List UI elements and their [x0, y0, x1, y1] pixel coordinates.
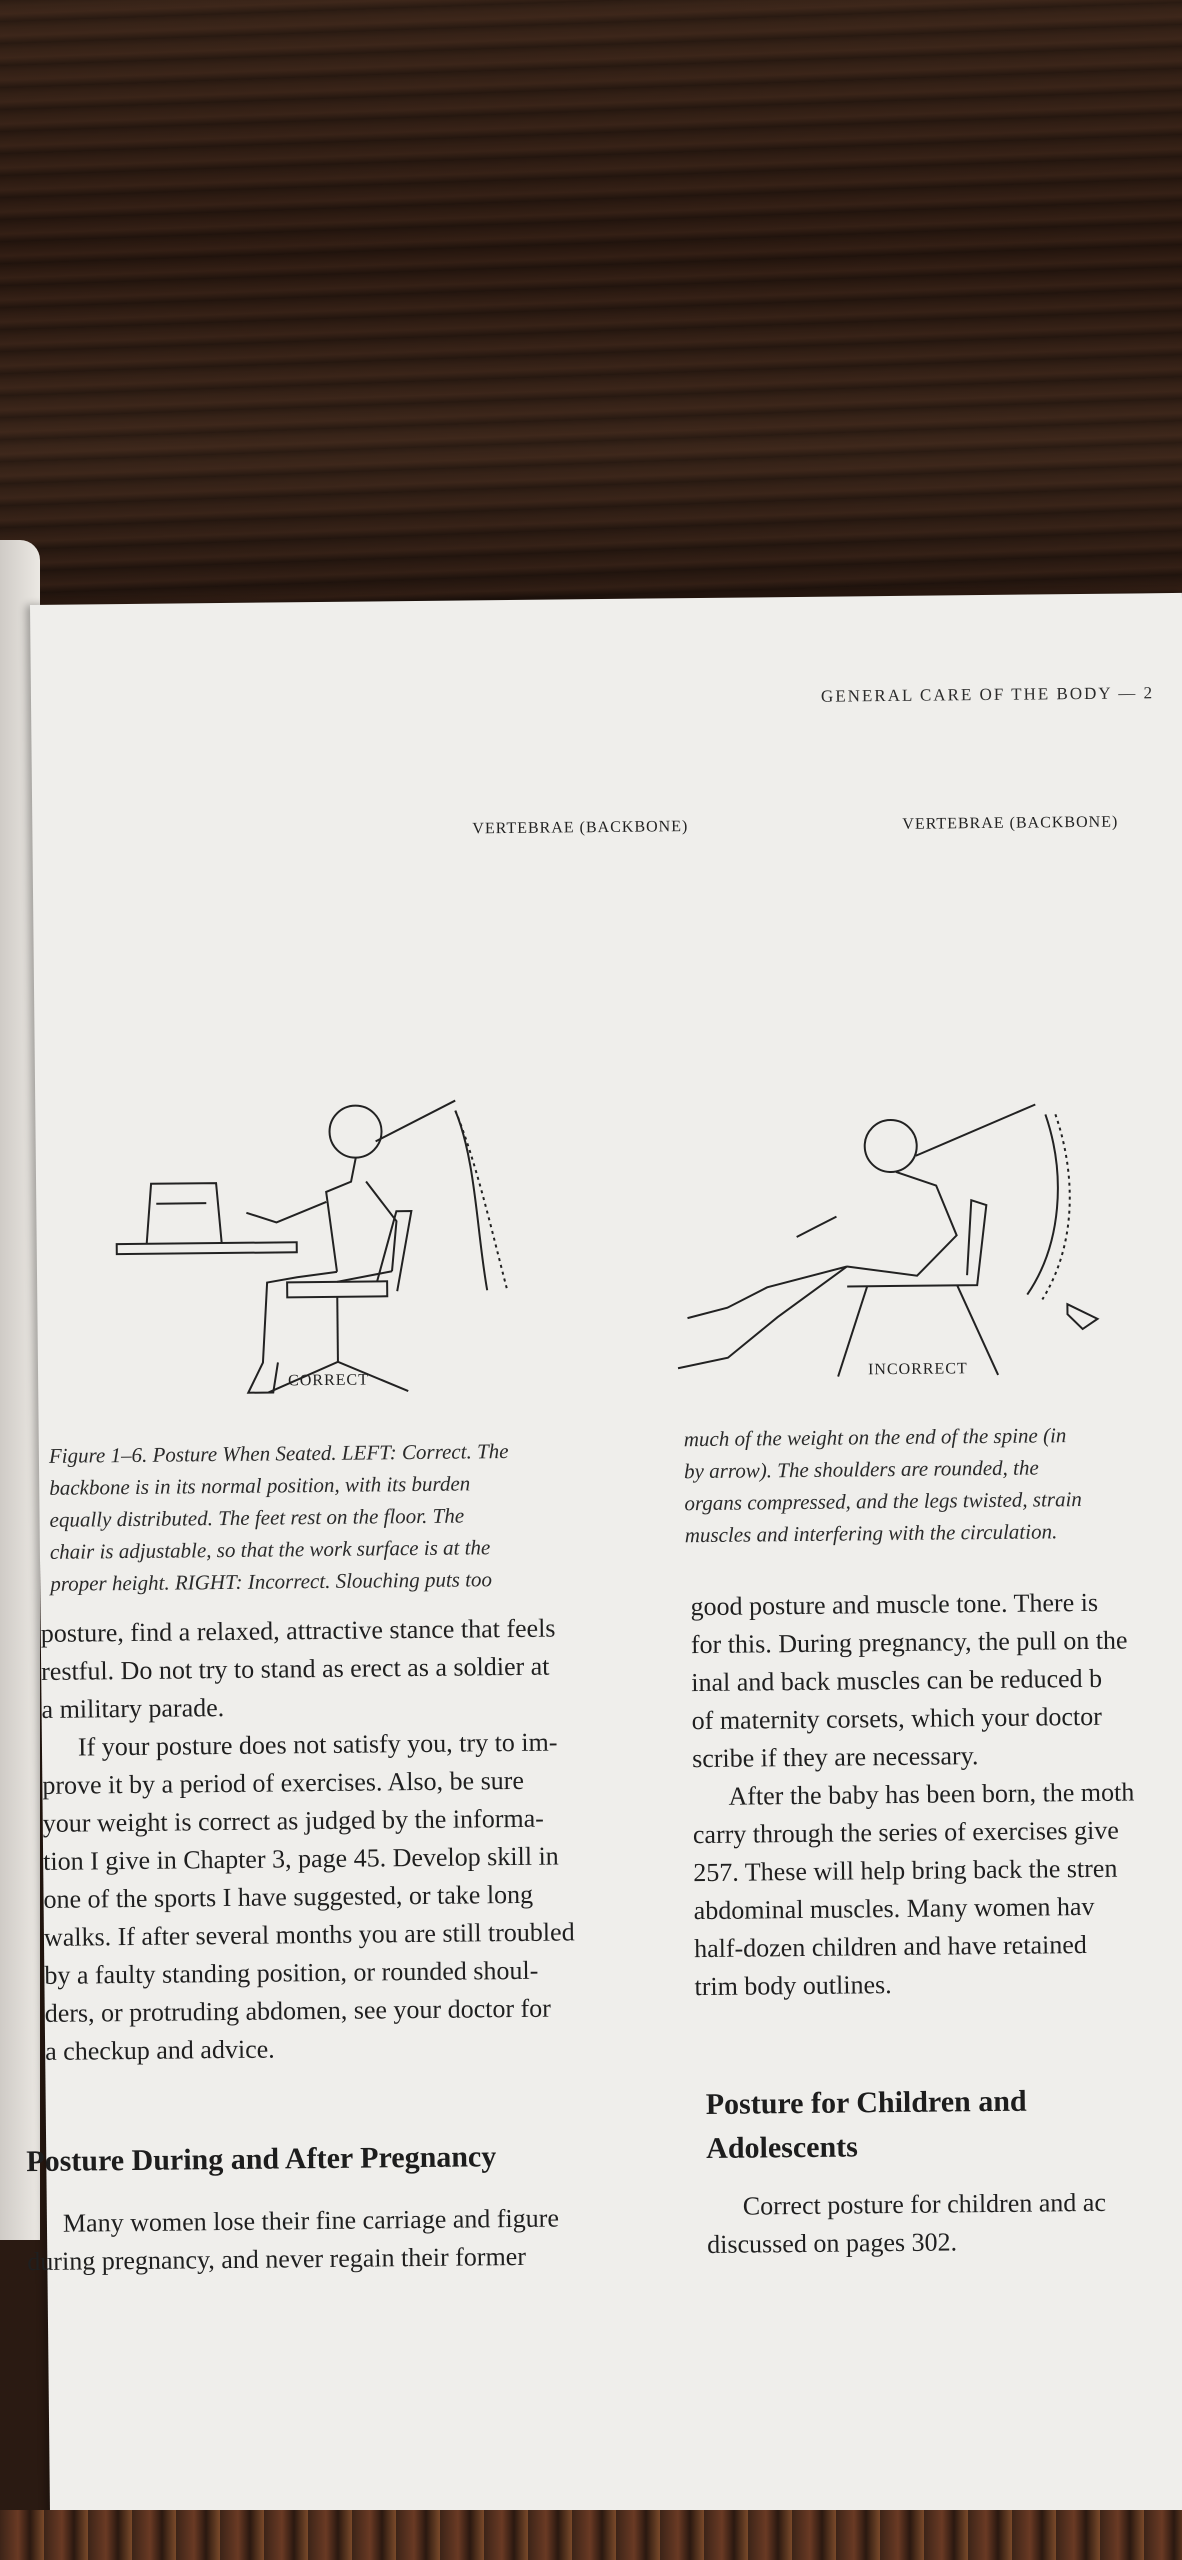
book-page: [26, 593, 1182, 2560]
text-line: scribe if they are necessary.: [691, 1741, 979, 1774]
seated-man-incorrect-illustration: [675, 1119, 998, 1378]
text-line: a military parade.: [41, 1693, 225, 1724]
seated-woman-correct-illustration: [115, 1105, 413, 1394]
section-heading-children: [706, 2078, 1182, 2171]
text-line: walks. If after several months you are still troubled: [43, 1917, 575, 1952]
text-line: ders, or protruding abdomen, see your doctor for: [44, 1993, 552, 2028]
text-line: abdominal muscles. Many women hav: [693, 1891, 1095, 1926]
text-line: trim body outlines.: [694, 1970, 892, 2002]
spine-diagram-incorrect: [915, 1104, 1097, 1331]
text-line: a checkup and advice.: [44, 2034, 275, 2066]
text-line: for this. During pregnancy, the pull on the: [690, 1625, 1128, 1660]
text-line: restful. Do not try to stand as erect as a soldier at: [41, 1651, 550, 1686]
text-line: posture, find a relaxed, attractive stance that feels: [40, 1613, 556, 1648]
text-line: your weight is correct as judged by the informa-: [42, 1803, 544, 1838]
paragraph: [41, 1609, 642, 1729]
text-line: one of the sports I have suggested, or take long: [43, 1879, 534, 1914]
posture-illustration: [32, 793, 1182, 1405]
caption-line: chair is adjustable, so that the work surface is at the: [49, 1535, 491, 1564]
caption-line: muscles and interfering with the circulation.: [684, 1519, 1058, 1548]
caption-line: by arrow). The shoulders are rounded, the: [683, 1455, 1039, 1484]
paragraph: [42, 1723, 646, 2071]
caption-line: Figure 1–6. Posture When Seated. LEFT: Correct. The: [48, 1439, 509, 1468]
section-heading-pregnancy: Posture During and After Pregnancy: [26, 2140, 497, 2179]
text-line: good posture and muscle tone. There is: [690, 1587, 1099, 1622]
correct-label: CORRECT: [288, 1371, 370, 1390]
caption-line: much of the weight on the end of the spine (in: [683, 1423, 1067, 1452]
right-column-text-children: [707, 2183, 1182, 2264]
text-line: If your posture does not satisfy you, try to im-: [77, 1727, 558, 1762]
text-line: prove it by a period of exercises. Also, be sure: [42, 1765, 525, 1800]
figure-caption-right: [684, 1418, 1182, 1551]
heading-line: Posture for Children and: [705, 2084, 1027, 2122]
rug-background: [0, 2510, 1182, 2560]
caption-line: backbone is in its normal position, with its burden: [49, 1471, 471, 1500]
text-line: carry through the series of exercises give: [692, 1815, 1119, 1850]
wooden-table-background: [0, 0, 1182, 640]
right-vertebrae-label: VERTEBRAE (BACKBONE): [902, 813, 1119, 833]
text-line: by a faulty standing position, or rounded shoul-: [44, 1955, 539, 1990]
text-line: tion I give in Chapter 3, page 45. Develop skill in: [43, 1841, 559, 1876]
left-column-text-pregnancy: [27, 2199, 648, 2281]
text-line: After the baby has been born, the moth: [728, 1777, 1135, 1811]
right-column-text: [690, 1583, 1182, 2006]
heading-line: Adolescents: [706, 2130, 859, 2166]
text-line: half-dozen children and have retained: [693, 1930, 1087, 1964]
text-line: 257. These will help bring back the stren: [693, 1853, 1118, 1888]
caption-line: organs compressed, and the legs twisted, strain: [684, 1487, 1082, 1516]
running-head: GENERAL CARE OF THE BODY — 2: [820, 683, 1155, 706]
spine-diagram-correct: [375, 1100, 507, 1291]
left-column-text: [41, 1609, 646, 2071]
text-line: Many women lose their fine carriage and figure: [62, 2203, 560, 2238]
left-vertebrae-label: VERTEBRAE (BACKBONE): [472, 818, 689, 838]
text-line: of maternity corsets, which your doctor: [691, 1701, 1102, 1736]
caption-line: equally distributed. The feet rest on the floor. The: [49, 1503, 465, 1532]
caption-line: proper height. RIGHT: Incorrect. Slouching puts too: [50, 1567, 493, 1596]
posture-figure: [32, 793, 1182, 1405]
figure-caption-left: [49, 1434, 641, 1600]
text-line: Correct posture for children and ac: [742, 2187, 1107, 2221]
text-line: inal and back muscles can be reduced b: [691, 1663, 1103, 1698]
text-line: discussed on pages 302.: [707, 2227, 958, 2259]
incorrect-label: INCORRECT: [867, 1360, 968, 1379]
text-line: during pregnancy, and never regain their former: [27, 2241, 527, 2277]
